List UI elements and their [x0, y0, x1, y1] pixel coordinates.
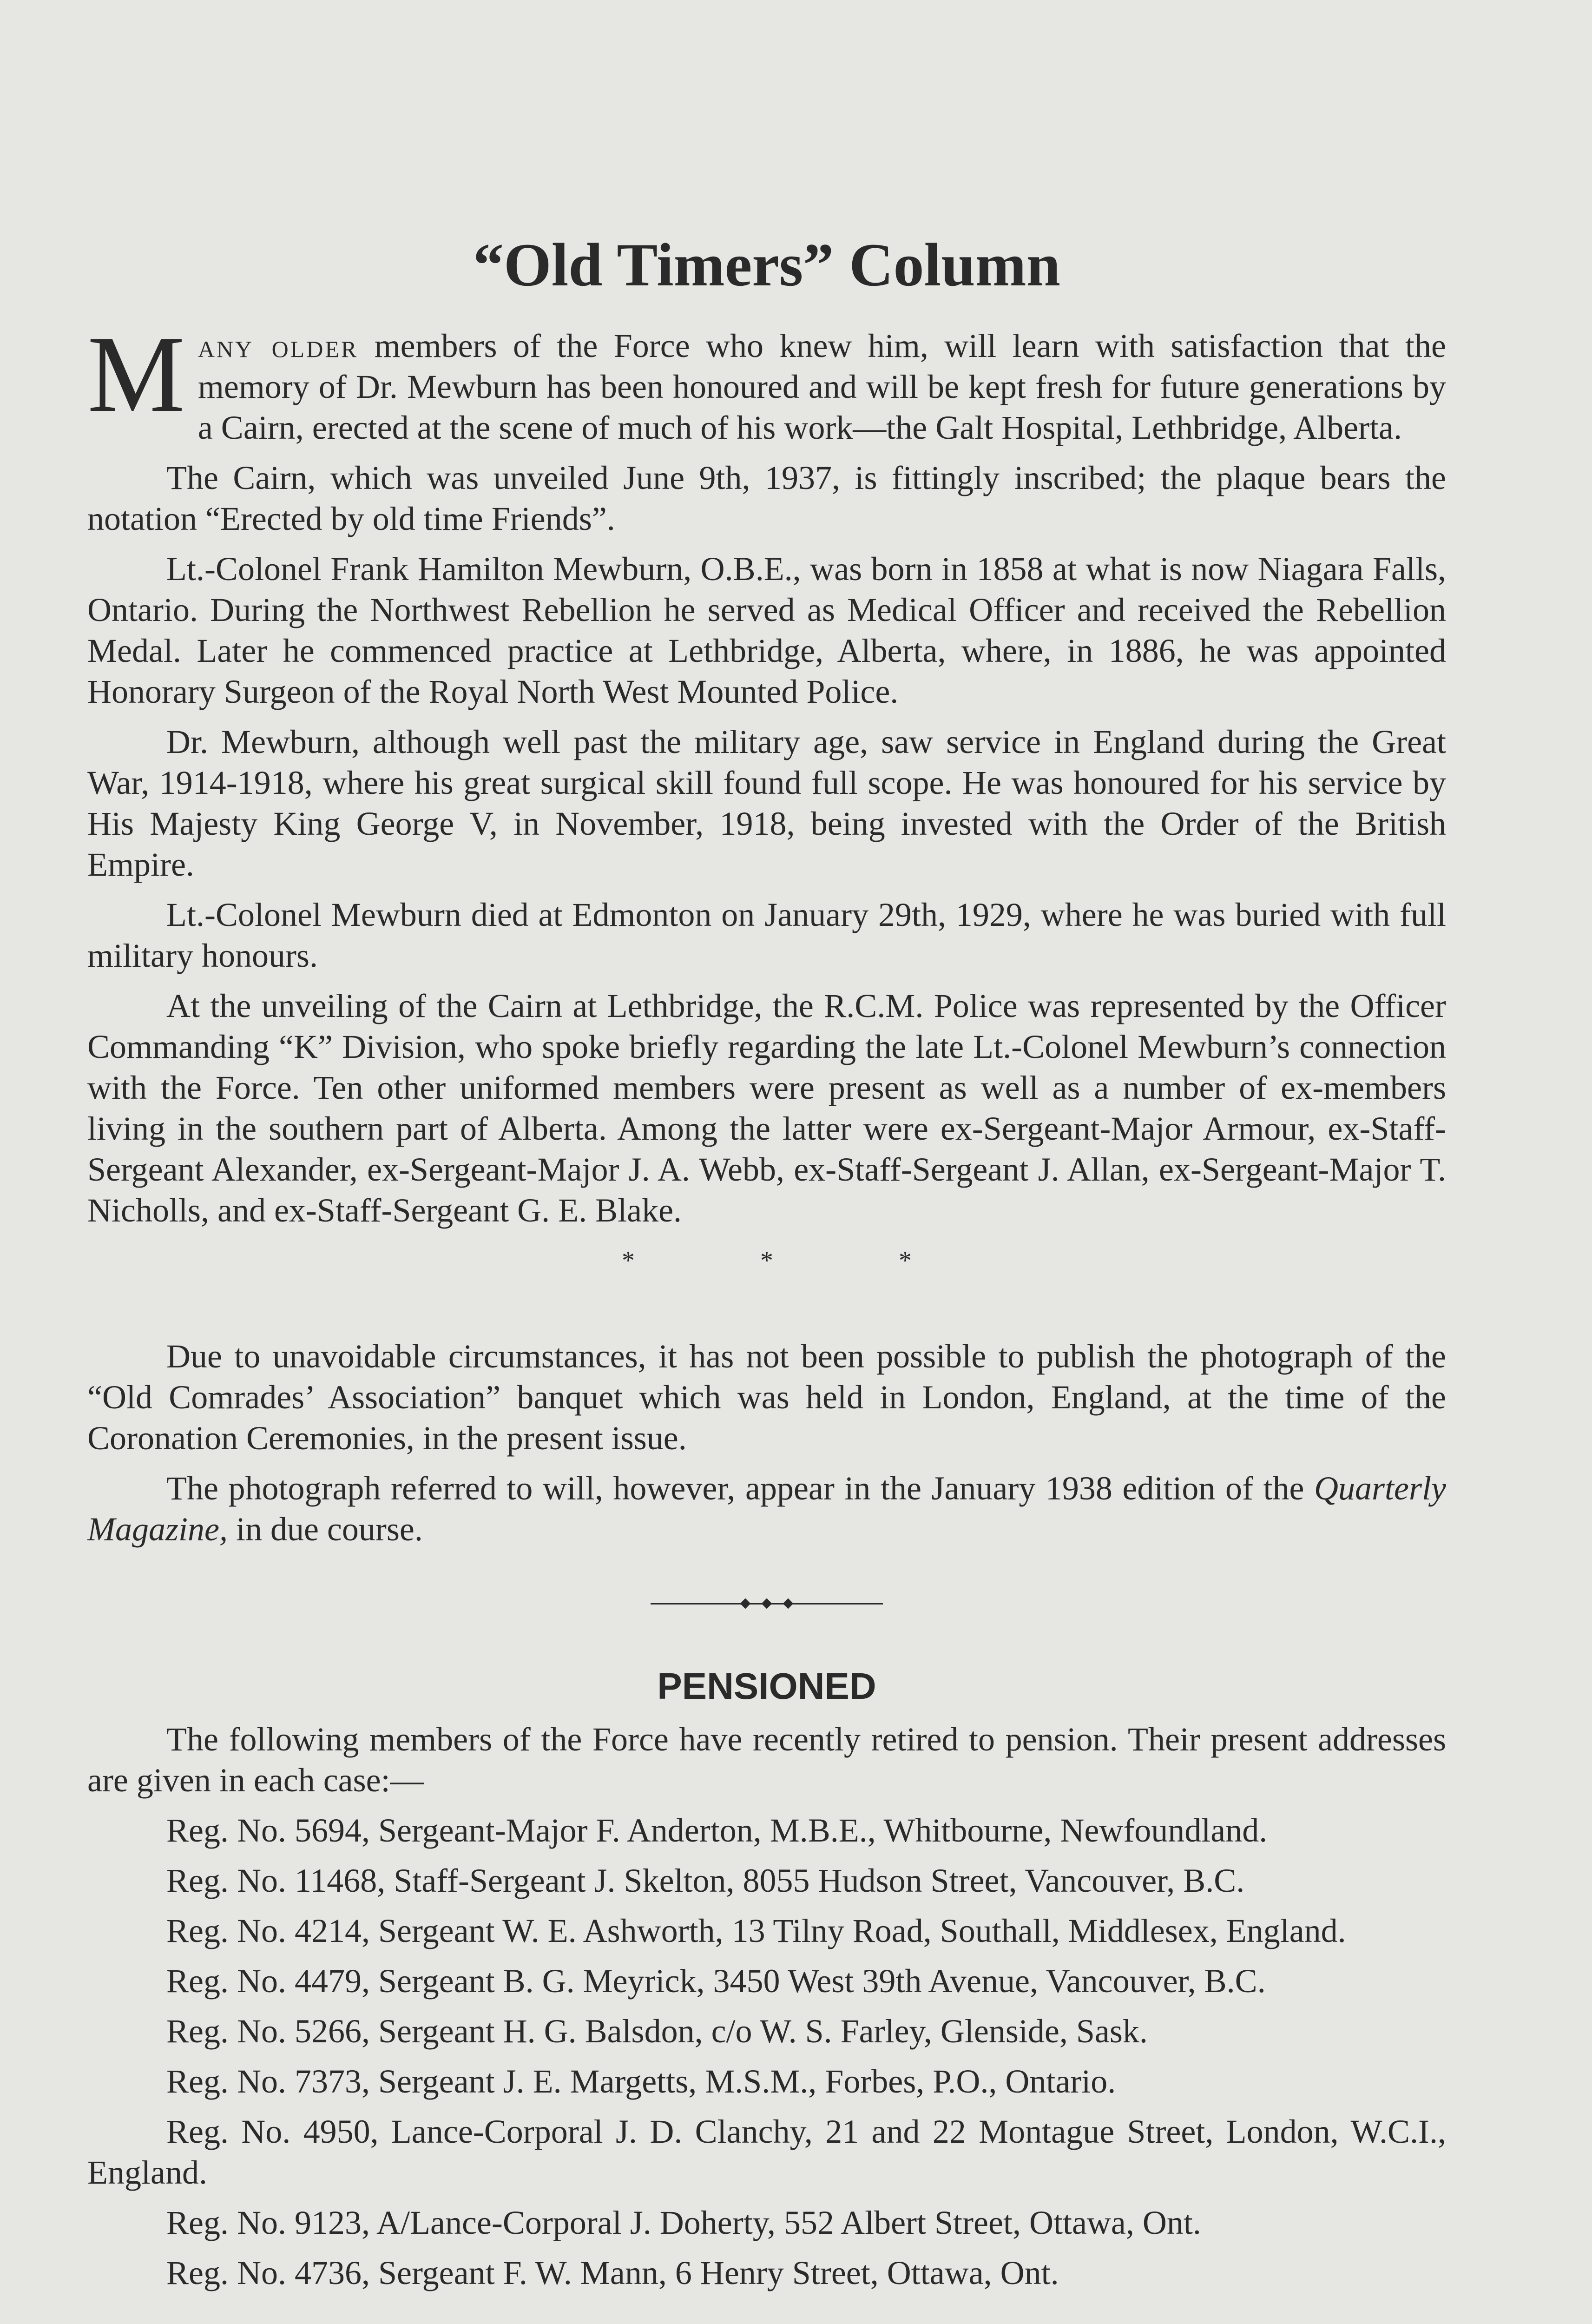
pension-entry: Reg. No. 9123, A/Lance-Corporal J. Doherty, 552 Albert Street, Ottawa, Ont. — [166, 2204, 1201, 2241]
pension-entry: Reg. No. 11468, Staff-Sergeant J. Skelton, 8055 Hudson Street, Vancouver, B.C. — [166, 1862, 1245, 1899]
separator-star: * — [899, 1246, 912, 1275]
document-page — [87, 0, 1446, 2324]
paragraph-war-service: Dr. Mewburn, although well past the military age, saw service in England during the Great War, 1914-1918, where his great surgical skill found full scope. He was honoured for his service by His Majesty King George V, in November, 1918, being invested with the Order of the British Empire. — [87, 723, 1446, 883]
magazine-title: Quarterly Magazine, — [87, 1470, 1446, 1548]
paragraph-death: Lt.-Colonel Mewburn died at Edmonton on January 29th, 1929, where he was buried with full military honours. — [87, 896, 1446, 974]
intro-paragraph — [87, 314, 1446, 448]
separator-star: * — [622, 1246, 635, 1275]
divider-diamond — [762, 1598, 772, 1609]
divider-diamond — [740, 1598, 751, 1609]
pension-entry: Reg. No. 4479, Sergeant B. G. Meyrick, 3450 West 39th Avenue, Vancouver, B.C. — [166, 1962, 1266, 2000]
notice-text-end: in due course. — [227, 1511, 423, 1548]
divider-diamond — [783, 1598, 794, 1609]
ornamental-divider — [651, 1594, 883, 1613]
pension-entry: Reg. No. 4214, Sergeant W. E. Ashworth, 13 Tilny Road, Southall, Middlesex, England. — [166, 1912, 1346, 1949]
pensioned-intro: The following members of the Force have recently retired to pension. Their present addresses are given in each case:— — [87, 1721, 1446, 1799]
paragraph-cairn: The Cairn, which was unveiled June 9th, 1937, is fittingly inscribed; the plaque bears the notation “Erected by old time Friends”. — [87, 459, 1446, 537]
pension-entry: Reg. No. 5694, Sergeant-Major F. Anderton, M.B.E., Whitbourne, Newfoundland. — [166, 1812, 1268, 1849]
paragraph-unveiling: At the unveiling of the Cairn at Lethbridge, the R.C.M. Police was represented by the Officer Commanding “K” Division, who spoke briefly regarding the late Lt.-Colonel Mewburn’s connection with the Force. Ten other uniformed members were present as well as a number of ex-members living in the southern part of Alberta. Among the latter were ex-Sergeant-Major Armour, ex-Staff-Sergeant Alexander, ex-Sergeant-Major J. A. Webb, ex-Staff-Sergeant J. Allan, ex-Sergeant-Major T. Nicholls, and ex-Staff-Sergeant G. E. Blake. — [87, 987, 1446, 1229]
notice-paragraph-magazine — [87, 1468, 1446, 1550]
notice-text: The photograph referred to will, however, appear in the January 1938 edition of the — [166, 1470, 1315, 1507]
intro-smallcaps: any older — [197, 327, 359, 364]
notice-paragraph: Due to unavoidable circumstances, it has not been possible to publish the photograph of the “Old Comrades’ Association” banquet which was held in London, England, at the time of the Coronation Ceremonies, in the present issue. — [87, 1338, 1446, 1457]
pension-entry: Reg. No. 7373, Sergeant J. E. Margetts, M.S.M., Forbes, P.O., Ontario. — [166, 2063, 1116, 2100]
paragraph-biography: Lt.-Colonel Frank Hamilton Mewburn, O.B.E., was born in 1858 at what is now Niagara Falls, Ontario. During the Northwest Rebellion he served as Medical Officer and received the Rebellion Medal. Later he commenced practice at Lethbridge, Alberta, where, in 1886, he was appointed Honorary Surgeon of the Royal North West Mounted Police. — [87, 550, 1446, 710]
pension-entry: Reg. No. 4736, Sergeant F. W. Mann, 6 Henry Street, Ottawa, Ont. — [166, 2254, 1059, 2291]
pension-entry: Reg. No. 5266, Sergeant H. G. Balsdon, c/o W. S. Farley, Glenside, Sask. — [166, 2013, 1148, 2050]
column-title: “Old Timers” Column — [473, 231, 1060, 299]
pension-entry: Reg. No. 4950, Lance-Corporal J. D. Clanchy, 21 and 22 Montague Street, London, W.C.I., England. — [87, 2113, 1446, 2191]
drop-cap: M — [87, 314, 185, 435]
pensioned-heading: PENSIONED — [657, 1665, 876, 1707]
star-separator — [87, 1240, 1446, 1281]
article-body — [87, 314, 1446, 2303]
separator-star: * — [760, 1246, 773, 1275]
intro-text: members of the Force who knew him, will learn with satisfaction that the memory of Dr. Mewburn has been honoured and will be kept fresh for future generations by a Cairn, erected at the scene of much of his work—the Galt Hospital, Lethbridge, Alberta. — [197, 327, 1446, 446]
